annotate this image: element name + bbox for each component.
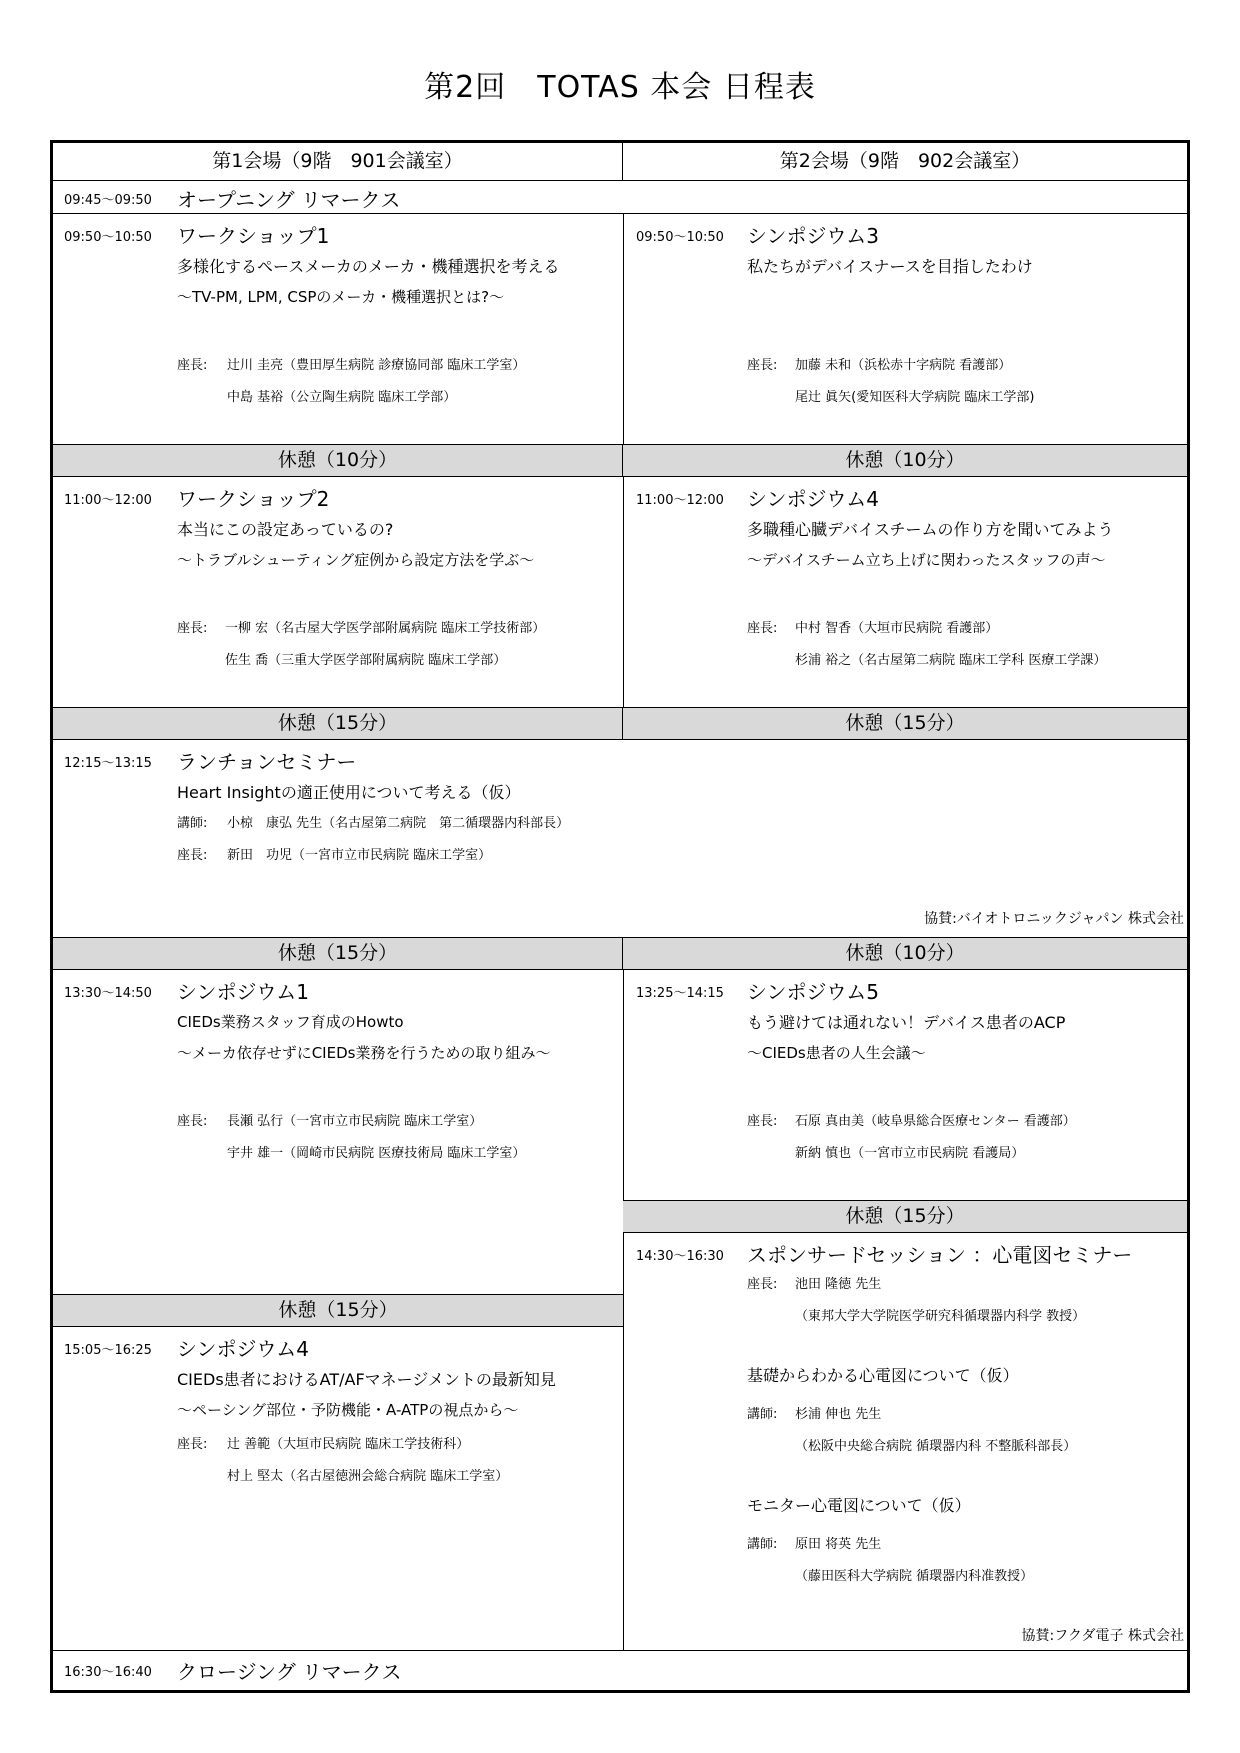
sym4a-chair-label: 座長:	[747, 621, 778, 636]
sym1-chair-label: 座長:	[177, 1114, 208, 1129]
lunch-lecturer: 小椋 康弘 先生（名古屋第二病院 第二循環器内科部長）	[227, 816, 570, 831]
sym1-block	[53, 970, 623, 1294]
sym3-chair2: 尾辻 眞矢(愛知医科大学病院 臨床工学部)	[795, 390, 1035, 405]
sponsored-sponsor: 協賛:フクダ電子 株式会社	[1021, 1628, 1184, 1644]
sym4b-chair2: 村上 堅太（名古屋徳洲会総合病院 臨床工学室）	[227, 1469, 509, 1484]
sym4a-theme: 多職種心臓デバイスチームの作り方を聞いてみよう	[747, 520, 1114, 539]
ws1-title: ワークショップ1	[177, 224, 330, 248]
sponsored-talk2: モニター心電図について（仮）	[747, 1496, 971, 1515]
ws1-chair2: 中島 基裕（公立陶生病院 臨床工学部）	[227, 390, 457, 405]
sym1-theme: CIEDs業務スタッフ育成のHowto	[177, 1013, 404, 1031]
ws1-chair-label: 座長:	[177, 358, 208, 373]
ws2-chair2: 佐生 喬（三重大学医学部附属病院 臨床工学部）	[225, 653, 507, 668]
ws1-block	[53, 214, 623, 444]
sym5-time: 13:25～14:15	[636, 986, 724, 1001]
schedule-table	[50, 140, 1190, 1693]
sym5-chair2: 新納 慎也（一宮市立市民病院 看護局）	[795, 1146, 1025, 1161]
lunch-chair-label: 座長:	[177, 848, 208, 863]
break-b-room2: 休憩（15分）	[623, 707, 1187, 740]
sym1-chair1: 長瀬 弘行（一宮市立市民病院 臨床工学室）	[227, 1114, 483, 1129]
ws1-chair1: 辻川 圭亮（豊田厚生病院 診療協同部 臨床工学室）	[227, 358, 526, 373]
sym4a-title: シンポジウム4	[747, 487, 880, 511]
sponsored-lecturer1: 杉浦 伸也 先生	[795, 1407, 882, 1422]
sym3-block	[623, 214, 1187, 444]
sym1-chair2: 宇井 雄一（岡崎市民病院 医療技術局 臨床工学室）	[227, 1146, 526, 1161]
sym5-chair-label: 座長:	[747, 1114, 778, 1129]
ws2-theme: 本当にこの設定あっているの?	[177, 520, 394, 539]
ws2-time: 11:00～12:00	[64, 493, 152, 508]
sym5-block	[623, 970, 1187, 1200]
sym4a-sub: ～デバイスチーム立ち上げに関わったスタッフの声～	[747, 551, 1106, 569]
ws2-block	[53, 477, 623, 707]
sponsored-lecturer1-aff: （松阪中央総合病院 循環器内科 不整脈科部長）	[795, 1439, 1077, 1454]
lunch-block	[53, 740, 1187, 937]
sponsored-chair: 池田 隆徳 先生	[795, 1277, 882, 1292]
sym3-chair-label: 座長:	[747, 358, 778, 373]
lunch-theme: Heart Insightの適正使用について考える（仮）	[177, 783, 521, 802]
lunch-title: ランチョンセミナー	[177, 750, 357, 774]
sym4b-chair1: 辻 善範（大垣市民病院 臨床工学技術科）	[227, 1437, 470, 1452]
ws2-chair-label: 座長:	[177, 621, 208, 636]
sym4b-time: 15:05～16:25	[64, 1343, 152, 1358]
opening-row	[53, 181, 1187, 214]
sym1-sub: ～メーカ依存せずにCIEDs業務を行うための取り組み～	[177, 1044, 551, 1062]
sym4a-chair1: 中村 智香（大垣市民病院 看護部）	[795, 621, 999, 636]
sym3-theme: 私たちがデバイスナースを目指したわけ	[747, 257, 1033, 276]
sponsored-lecturer2-label: 講師:	[747, 1537, 778, 1552]
break-c-room2: 休憩（10分）	[623, 937, 1187, 970]
sym5-title: シンポジウム5	[747, 980, 880, 1004]
ws1-time: 09:50～10:50	[64, 230, 152, 245]
break-a-room2: 休憩（10分）	[623, 444, 1187, 477]
ws2-chair1: 一柳 宏（名古屋大学医学部附属病院 臨床工学技術部）	[225, 621, 546, 636]
closing-time: 16:30～16:40	[64, 1665, 152, 1680]
ws1-sub: ～TV-PM, LPM, CSPのメーカ・機種選択とは?～	[177, 288, 505, 306]
room1-header: 第1会場（9階 901会議室）	[53, 143, 623, 181]
sym4a-time: 11:00～12:00	[636, 493, 724, 508]
sym3-chair1: 加藤 未和（浜松赤十字病院 看護部）	[795, 358, 1012, 373]
opening-title: オープニング リマークス	[177, 188, 401, 212]
sponsored-lecturer2-aff: （藤田医科大学病院 循環器内科准教授）	[795, 1569, 1034, 1584]
break-d-room2: 休憩（15分）	[623, 1200, 1187, 1233]
break-e-room1: 休憩（15分）	[53, 1294, 623, 1327]
break-c-room1: 休憩（15分）	[53, 937, 623, 970]
sym5-theme: もう避けては通れない！デバイス患者のACP	[747, 1013, 1066, 1032]
ws1-theme: 多様化するペースメーカのメーカ・機種選択を考える	[177, 257, 560, 276]
sponsored-time: 14:30～16:30	[636, 1249, 724, 1264]
sponsored-lecturer2: 原田 将英 先生	[795, 1537, 882, 1552]
lunch-time: 12:15～13:15	[64, 756, 152, 771]
opening-time: 09:45～09:50	[64, 193, 152, 208]
ws2-sub: ～トラブルシューティング症例から設定方法を学ぶ～	[177, 551, 535, 569]
ws2-title: ワークショップ2	[177, 487, 330, 511]
lunch-sponsor: 協賛:バイオトロニックジャパン 株式会社	[924, 911, 1184, 927]
page-title: 第2回 TOTAS 本会 日程表	[424, 70, 816, 105]
lunch-chair1: 新田 功児（一宮市立市民病院 臨床工学室）	[227, 848, 492, 863]
lunch-lecturer-label: 講師:	[177, 816, 208, 831]
sym4a-block	[623, 477, 1187, 707]
break-a-room1: 休憩（10分）	[53, 444, 623, 477]
sponsored-talk1: 基礎からわかる心電図について（仮）	[747, 1366, 1019, 1385]
sym4b-title: シンポジウム4	[177, 1337, 310, 1361]
closing-title: クロージング リマークス	[177, 1660, 402, 1684]
break-b-room1: 休憩（15分）	[53, 707, 623, 740]
sponsored-title: スポンサードセッション ：心電図セミナー	[747, 1243, 1133, 1267]
sym4b-theme: CIEDs患者におけるAT/AFマネージメントの最新知見	[177, 1370, 556, 1389]
sponsored-block	[623, 1233, 1187, 1650]
sym4b-sub: ～ペーシング部位・予防機能・A-ATPの視点から～	[177, 1401, 519, 1419]
sym5-sub: ～CIEDs患者の人生会議～	[747, 1044, 926, 1062]
closing-row	[53, 1650, 1187, 1690]
sym4b-block	[53, 1327, 623, 1650]
sponsored-lecturer1-label: 講師:	[747, 1407, 778, 1422]
sym4a-chair2: 杉浦 裕之（名古屋第二病院 臨床工学科 医療工学課）	[795, 653, 1107, 668]
sym3-time: 09:50～10:50	[636, 230, 724, 245]
sym1-title: シンポジウム1	[177, 980, 310, 1004]
sym4b-chair-label: 座長:	[177, 1437, 208, 1452]
sponsored-chair-label: 座長:	[747, 1277, 778, 1292]
sym1-time: 13:30～14:50	[64, 986, 152, 1001]
room2-header: 第2会場（9階 902会議室）	[623, 143, 1187, 181]
sym3-title: シンポジウム3	[747, 224, 880, 248]
sym5-chair1: 石原 真由美（岐阜県総合医療センター 看護部）	[795, 1114, 1076, 1129]
sponsored-chair-aff: （東邦大学大学院医学研究科循環器内科学 教授）	[795, 1309, 1086, 1324]
